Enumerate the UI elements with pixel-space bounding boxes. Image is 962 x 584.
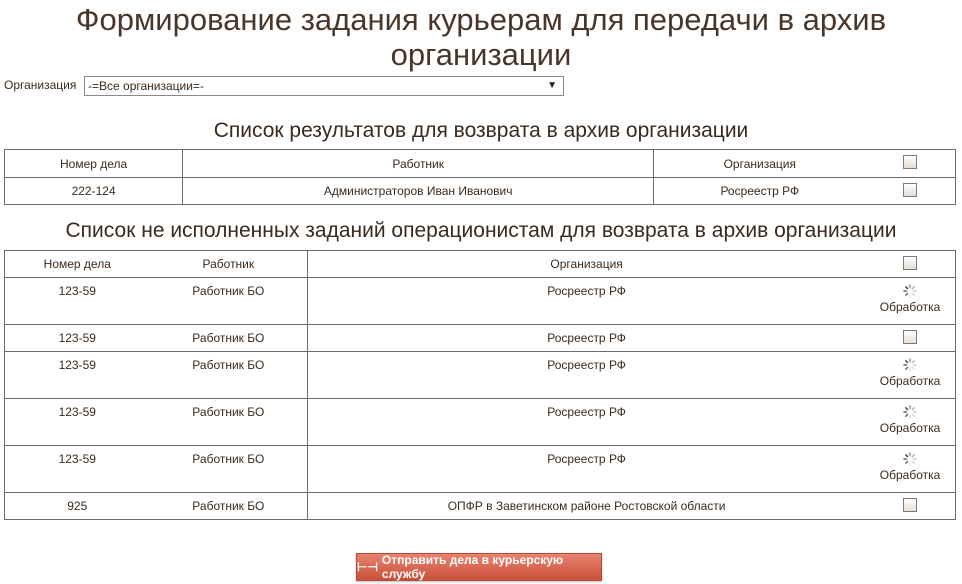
- processing-label: Обработка: [879, 421, 941, 435]
- row-checkbox[interactable]: [903, 498, 917, 512]
- header-org: Организация: [308, 251, 866, 278]
- table-row: [5, 325, 956, 352]
- select-all-checkbox[interactable]: [903, 256, 917, 270]
- select-all-checkbox[interactable]: [903, 155, 917, 169]
- processing-label: Обработка: [879, 300, 941, 314]
- processing-label: Обработка: [879, 374, 941, 388]
- loading-spinner-icon: [903, 358, 917, 372]
- table-row: [5, 399, 956, 446]
- row-org: ОПФР в Заветинском районе Ростовской области: [308, 493, 866, 520]
- row-case: 123-59: [5, 446, 150, 493]
- row-worker: Администраторов Иван Иванович: [183, 178, 654, 205]
- header-worker: Работник: [150, 251, 308, 278]
- pending-section-title: Список не исполненных заданий операционистам для возврата в архив организации: [65, 219, 897, 242]
- header-org: Организация: [654, 150, 866, 178]
- header-select-all: [865, 150, 955, 178]
- send-button-label: Отправить дела в курьерскую службу: [381, 553, 564, 581]
- table-row: [5, 446, 956, 493]
- row-org: Росреестр РФ: [308, 325, 866, 352]
- header-case: Номер дела: [5, 150, 183, 178]
- row-case: 123-59: [5, 399, 150, 446]
- row-case: 123-59: [5, 352, 150, 399]
- org-select-value: -=Все организации=-: [88, 79, 204, 93]
- row-case: 123-59: [5, 278, 150, 325]
- loading-spinner-icon: [903, 405, 917, 419]
- page-title-line2: организации: [390, 37, 572, 72]
- header-worker: Работник: [183, 150, 654, 178]
- row-worker: Работник БО: [150, 399, 308, 446]
- row-org: Росреестр РФ: [308, 446, 866, 493]
- row-org: Росреестр РФ: [654, 178, 866, 205]
- table-row: [5, 352, 956, 399]
- row-status: [865, 399, 955, 446]
- dropdown-arrow-icon: ▼: [547, 80, 557, 91]
- loading-spinner-icon: [903, 284, 917, 298]
- table-row: [5, 278, 956, 325]
- loading-spinner-icon: [903, 452, 917, 466]
- page-title-line1: Формирование задания курьерам для передачи в архив: [75, 2, 887, 37]
- row-status: [865, 352, 955, 399]
- row-org: Росреестр РФ: [308, 399, 866, 446]
- row-org: Росреестр РФ: [308, 278, 866, 325]
- header-select-all: [865, 251, 955, 278]
- row-select: [865, 178, 955, 205]
- row-case: 925: [5, 493, 150, 520]
- header-case: Номер дела: [5, 251, 150, 278]
- table-row: [5, 493, 956, 520]
- row-status: [865, 446, 955, 493]
- row-checkbox[interactable]: [903, 183, 917, 197]
- row-worker: Работник БО: [150, 352, 308, 399]
- table-header-row: [5, 251, 956, 278]
- results-table: [4, 149, 956, 205]
- table-header-row: [5, 150, 956, 178]
- row-case: 123-59: [5, 325, 150, 352]
- row-select: [865, 493, 955, 520]
- row-org: Росреестр РФ: [308, 352, 866, 399]
- row-worker: Работник БО: [150, 446, 308, 493]
- org-select[interactable]: [84, 76, 564, 96]
- results-section-title: Список результатов для возврата в архив организации: [213, 119, 749, 142]
- page-title: [0, 2, 962, 72]
- send-to-courier-button[interactable]: [356, 553, 602, 581]
- courier-icon: ⊢⊣: [357, 560, 378, 574]
- org-filter-label: Организация: [4, 78, 77, 92]
- row-select: [865, 325, 955, 352]
- pending-table: [4, 250, 956, 520]
- row-worker: Работник БО: [150, 493, 308, 520]
- table-row: [5, 178, 956, 205]
- row-status: [865, 278, 955, 325]
- processing-label: Обработка: [879, 468, 941, 482]
- row-worker: Работник БО: [150, 325, 308, 352]
- row-case: 222-124: [5, 178, 183, 205]
- row-worker: Работник БО: [150, 278, 308, 325]
- row-checkbox[interactable]: [903, 330, 917, 344]
